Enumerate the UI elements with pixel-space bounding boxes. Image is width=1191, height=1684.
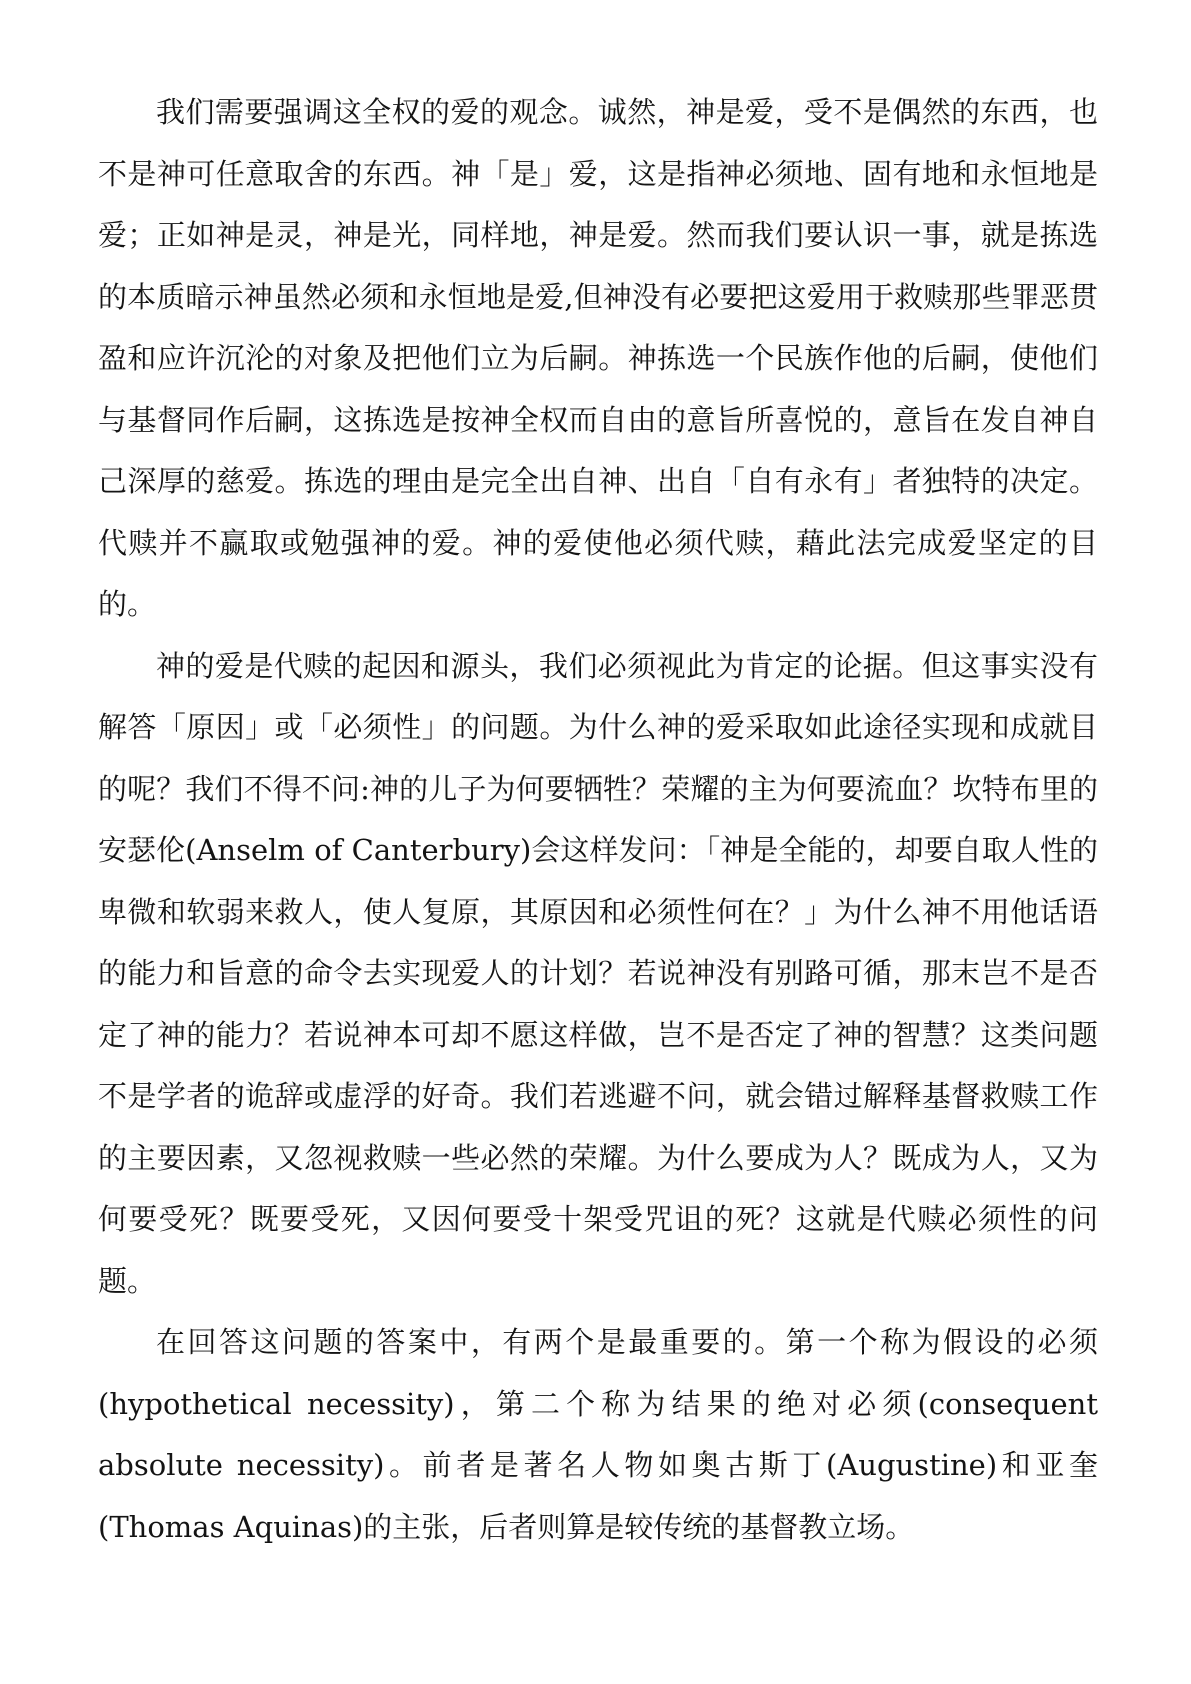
paragraph-3: 在回答这问题的答案中，有两个是最重要的。第一个称为假设的必须(hypothetical necessity)，第二个称为结果的绝对必须(consequent absolute necessity)。前者是著名人物如奥古斯丁(Augustine)和亚奎(Thomas Aquinas)的主张，后者则算是较传统的基督教立场。 [98,1325,1098,1544]
document-page [98,82,1098,1558]
paragraph-2: 神的爱是代赎的起因和源头，我们必须视此为肯定的论据。但这事实没有解答「原因」或「必须性」的问题。为什么神的爱采取如此途径实现和成就目的呢？我们不得不问:神的儿子为何要牺牲？荣耀的主为何要流血？坎特布里的安瑟伦(Anselm of Canterbury)会这样发问：「神是全能的，却要自取人性的卑微和软弱来救人，使人复原，其原因和必须性何在？」为什么神不用他话语的能力和旨意的命令去实现爱人的计划？若说神没有别路可循，那末岂不是否定了神的能力？若说神本可却不愿这样做，岂不是否定了神的智慧？这类问题不是学者的诡辞或虚浮的好奇。我们若逃避不问，就会错过解释基督救赎工作的主要因素，又忽视救赎一些必然的荣耀。为什么要成为人？既成为人，又为何要受死？既要受死，又因何要受十架受咒诅的死？这就是代赎必须性的问题。 [98,648,1098,1298]
paragraph-1: 我们需要强调这全权的爱的观念。诚然，神是爱，受不是偶然的东西，也不是神可任意取舍的东西。神「是」爱，这是指神必须地、固有地和永恒地是爱；正如神是灵，神是光，同样地，神是爱。然而我们要认识一事，就是拣选的本质暗示神虽然必须和永恒地是爱,但神没有必要把这爱用于救赎那些罪恶贯盈和应许沉沦的对象及把他们立为后嗣。神拣选一个民族作他的后嗣，使他们与基督同作后嗣，这拣选是按神全权而自由的意旨所喜悦的，意旨在发自神自己深厚的慈爱。拣选的理由是完全出自神、出自「自有永有」者独特的决定。代赎并不赢取或勉强神的爱。神的爱使他必须代赎，藉此法完成爱坚定的目的。 [98,95,1098,621]
